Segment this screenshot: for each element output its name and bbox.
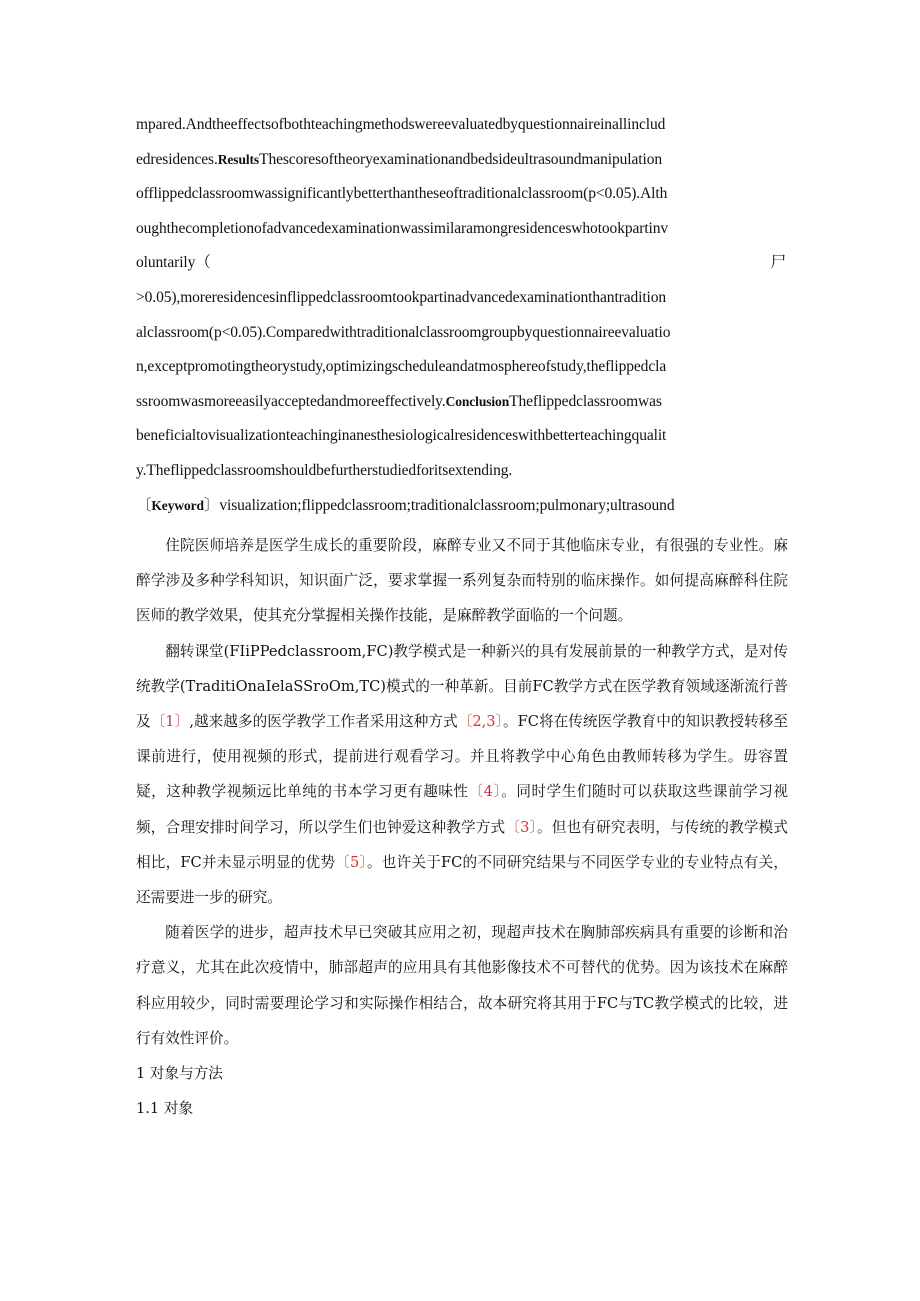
abstract-text: Theflippedclassroomwas [509,392,662,410]
paragraph-text: 。也许关于FC的不同研究结果与不同医学专业的专业特点有关，还需要进一步的研究。 [136,853,789,907]
abstract-line: oughthecompletionofadvancedexaminationwassimilaramongresidenceswhotookpartinv [136,219,669,237]
citation-link[interactable]: 〔1〕 [150,713,190,731]
paragraph-text: 。同时学生们随时可以获取这些课前学习视频，合理安排时间学习，所以学生们也钟爱这种教学方式 [136,783,788,836]
abstract-line [136,385,786,420]
abstract-line: y.Theflippedclassroomshouldbefurtherstudiedforitsextending. [136,461,513,479]
body-paragraph: 住院医师培养是医学生成长的重要阶段，麻醉专业又不同于其他临床专业，有很强的专业性。麻醉学涉及多种学科知识，知识面广泛，要求掌握一系列复杂而特别的临床操作。如何提高麻醉科住院医师的教学效果，使其充分掌握相关操作技能，是麻醉教学面临的一个问题。 [136,537,788,625]
abstract-text: 尸 [770,254,786,272]
abstract-line: n,exceptpromotingtheorystudy,optimizingscheduleandatmosphereofstudy,theflippedcla [136,358,667,376]
abstract-text: Thescoresoftheoryexaminationandbedsideultrasoundmanipulation [259,150,662,168]
citation-link[interactable]: 〔4〕 [468,783,502,801]
paragraph-text: 翻转课堂(FIiPPedclassroom,FC)教学模式是一种新兴的具有发展前景的一种教学方式，是对传统教学(TraditiOnaIelaSSroOm,TC)模式的一种革新。目前FC教学方式在医学教育领域逐渐流行普及 [136,642,788,731]
abstract-text: edresidences. [136,150,218,168]
paragraph-text: 。但也有研究表明，与传统的教学模式相比，FC并未显示明显的优势 [136,818,788,871]
keywords-line [136,489,786,524]
abstract-line: beneficialtovisualizationteachinginanesthesiologicalresidenceswithbetterteachingqualit [136,427,667,445]
abstract-line [136,143,786,178]
body-paragraph [136,634,788,916]
abstract-line: alclassroom(p<0.05).Comparedwithtraditionalclassroomgroupbyquestionnaireevaluatio [136,323,671,341]
english-abstract [136,108,786,523]
abstract-line: offlippedclassroomwassignificantlybetterthantheseoftraditionalclassroom(p<0.05).Alth [136,185,668,203]
abstract-line [136,246,786,281]
conclusion-label: Conclusion [445,393,510,409]
paragraph-text: ,越来越多的医学教学工作者采用这种方式 [189,713,458,731]
keyword-bracket: 〕 [203,496,220,514]
abstract-text: oluntarily（ [136,254,211,272]
section-heading: 1 对象与方法 [136,1065,223,1083]
results-label: Results [217,151,260,167]
body-paragraph: 随着医学的进步，超声技术早已突破其应用之初，现超声技术在胸肺部疾病具有重要的诊断和治疗意义，尤其在此次疫情中，肺部超声的应用具有其他影像技术不可替代的优势。因为该技术在麻醉科应用较少，同时需要理论学习和实际操作相结合，故本研究将其用于FC与TC教学模式的比较，进行有效性评价。 [136,924,788,1047]
citation-link[interactable]: 〔3〕 [505,818,538,836]
citation-link[interactable]: 〔2,3〕 [457,713,503,731]
paragraph-text: 。FC将在传统医学教育中的知识教授转移至课前进行，使用视频的形式，提前进行观看学习。并且将教学中心角色由教师转移为学生。毋容置疑，这种教学视频远比单纯的书本学习更有趣味性 [136,713,788,801]
abstract-line: mpared.Andtheeffectsofbothteachingmethodswereevaluatedbyquestionnaireinallinclud [136,116,666,133]
subsection-heading: 1.1 对象 [136,1100,194,1118]
abstract-text: ssroomwasmoreeasilyacceptedandmoreeffectively. [136,392,446,410]
keyword-bracket: 〔 [136,496,152,514]
keyword-list: visualization;flippedclassroom;traditionalclassroom;pulmonary;ultrasound [219,496,675,514]
chinese-body [136,528,788,1126]
citation-link[interactable]: 〔5〕 [335,853,367,871]
keyword-label: Keyword [151,497,204,513]
abstract-line: >0.05),moreresidencesinflippedclassroomtookpartinadvancedexaminationthantradition [136,288,667,306]
